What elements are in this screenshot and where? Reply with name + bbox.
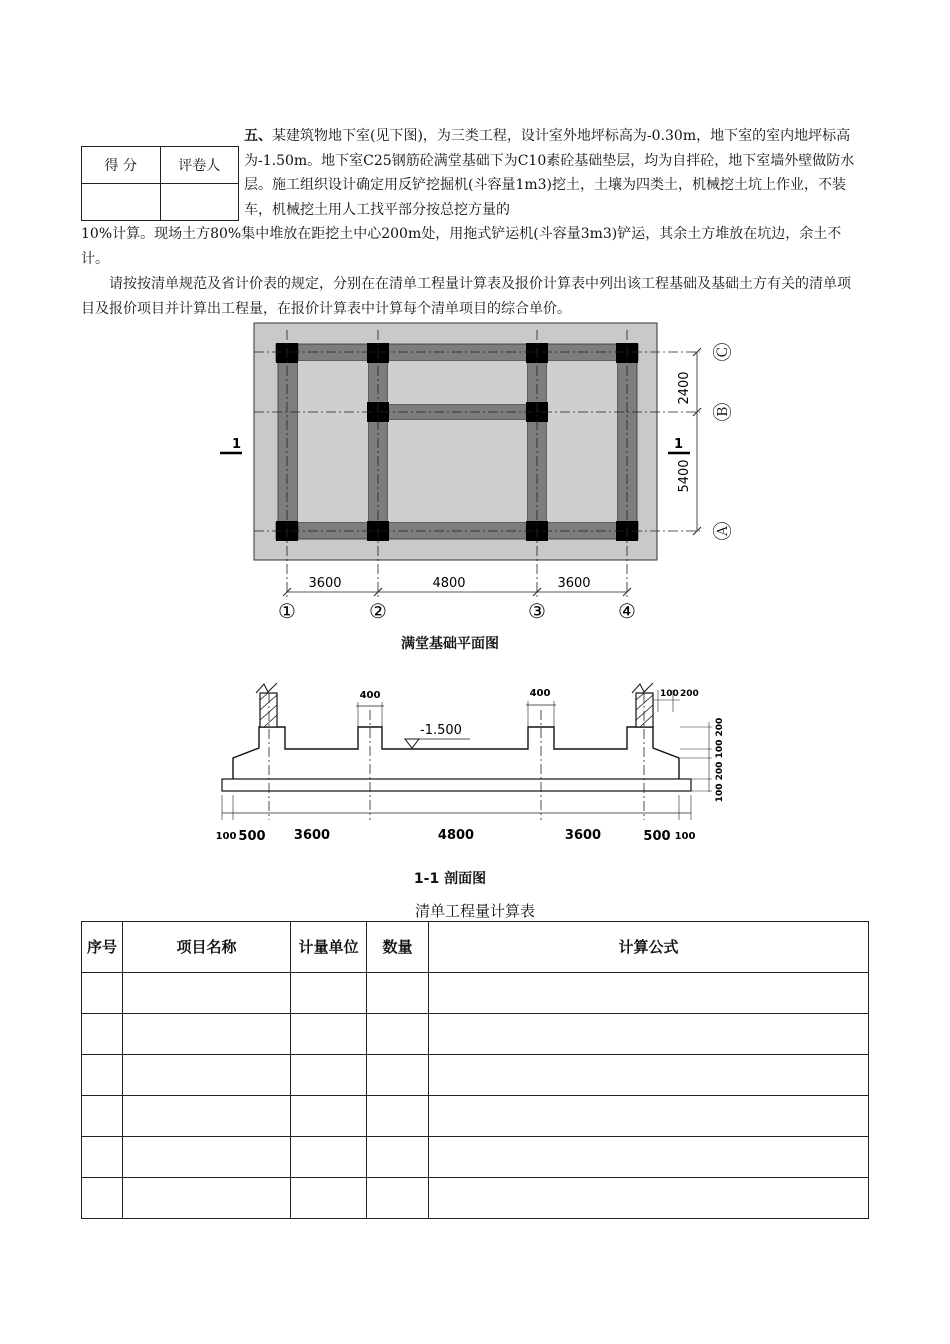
reviewer-label: 评卷人: [160, 147, 239, 184]
bottom-dim-2: 500: [238, 829, 266, 844]
bottom-dim-6: 500: [643, 829, 671, 844]
plan-span-2-3: 4800: [432, 576, 466, 591]
table-header-row: [82, 922, 869, 973]
bedding-layer: [222, 779, 691, 791]
cell-unit[interactable]: [291, 1055, 367, 1096]
axis-letter-a: Ⓐ: [712, 521, 734, 541]
cell-item-name[interactable]: [123, 1178, 291, 1219]
cell-unit[interactable]: [291, 1014, 367, 1055]
cell-item-name[interactable]: [123, 1014, 291, 1055]
bottom-dim-1: 100: [215, 831, 237, 842]
axis-number-4: ④: [618, 599, 636, 623]
cell-item-name[interactable]: [123, 973, 291, 1014]
top-dim-200: 200: [680, 689, 699, 699]
header-unit: 计量单位: [291, 922, 367, 973]
right-column-width: 400: [529, 688, 551, 699]
axis-number-3: ③: [528, 599, 546, 623]
cell-unit[interactable]: [291, 1137, 367, 1178]
axis-letter-c: Ⓒ: [712, 342, 734, 362]
plan-span-a-b: 5400: [677, 459, 692, 493]
cell-quantity[interactable]: [367, 1014, 429, 1055]
cell-index[interactable]: [82, 1014, 123, 1055]
cell-item-name[interactable]: [123, 1055, 291, 1096]
cell-item-name[interactable]: [123, 1096, 291, 1137]
cell-index[interactable]: [82, 1055, 123, 1096]
question-text-line2: 10%计算。现场土方80%集中堆放在距挖土中心200m处，用拖式铲运机(斗容量3m3)铲运，其余土方堆放在坑边，余土不计。: [81, 226, 842, 267]
axis-letter-b: Ⓑ: [712, 402, 734, 422]
bottom-dim-7: 100: [674, 831, 696, 842]
cell-index[interactable]: [82, 973, 123, 1014]
top-dim-100: 100: [660, 689, 679, 699]
cell-item-name[interactable]: [123, 1137, 291, 1178]
section-caption: 1-1 剖面图: [413, 871, 487, 887]
axis-number-1: ①: [278, 599, 296, 623]
plan-caption: 满堂基础平面图: [401, 636, 499, 652]
table-row: [82, 1137, 869, 1178]
right-vertical-dims: 100 200 100 200: [715, 717, 725, 803]
header-index: 序号: [82, 922, 123, 973]
header-item-name: 项目名称: [123, 922, 291, 973]
axis-number-2: ②: [369, 599, 387, 623]
cell-index[interactable]: [82, 1178, 123, 1219]
cell-formula[interactable]: [429, 1137, 869, 1178]
cell-unit[interactable]: [291, 973, 367, 1014]
header-quantity: 数量: [367, 922, 429, 973]
table-row: [82, 1014, 869, 1055]
cell-formula[interactable]: [429, 1096, 869, 1137]
question-instruction: 请按按清单规范及省计价表的规定，分别在在清单工程量计算表及报价计算表中列出该工程基础及基础土方有关的清单项目及报价项目并计算出工程量，在报价计算表中计算每个清单项目的综合单价。: [81, 276, 851, 317]
plan-span-b-c: 2400: [677, 371, 692, 405]
cell-unit[interactable]: [291, 1096, 367, 1137]
plan-span-1-2: 3600: [308, 576, 342, 591]
elevation-marker: [405, 739, 419, 748]
bottom-dim-5: 3600: [564, 828, 602, 843]
cell-quantity[interactable]: [367, 1178, 429, 1219]
table-row: [82, 1178, 869, 1219]
table-row: [82, 1055, 869, 1096]
cell-quantity[interactable]: [367, 1055, 429, 1096]
bottom-dim-4: 4800: [437, 828, 475, 843]
left-column-width: 400: [359, 690, 381, 701]
cell-formula[interactable]: [429, 1178, 869, 1219]
table-title: 清单工程量计算表: [414, 902, 535, 920]
section-mark-left: 1: [232, 437, 242, 452]
question-number: 五、: [244, 128, 272, 144]
cell-quantity[interactable]: [367, 1096, 429, 1137]
cell-formula[interactable]: [429, 1055, 869, 1096]
cell-formula[interactable]: [429, 1014, 869, 1055]
header-formula: 计算公式: [429, 922, 869, 973]
cell-index[interactable]: [82, 1137, 123, 1178]
quantity-calculation-table: [81, 921, 869, 1219]
cell-quantity[interactable]: [367, 1137, 429, 1178]
bottom-dim-3: 3600: [293, 828, 331, 843]
score-label: 得 分: [82, 147, 161, 184]
elevation-label: -1.500: [420, 723, 462, 738]
table-row: [82, 973, 869, 1014]
cell-quantity[interactable]: [367, 973, 429, 1014]
table-row: [82, 1096, 869, 1137]
cell-unit[interactable]: [291, 1178, 367, 1219]
plan-span-3-4: 3600: [557, 576, 591, 591]
question-body-1: 某建筑物地下室(见下图)，为三类工程，设计室外地坪标高为-0.30m，地下室的室内地坪标高为-1.50m。地下室C25钢筋砼满堂基础下为C10素砼基础垫层，均为自拌砼，地下室墙外壁做防水层。施工组织设计确定用反铲挖掘机(斗容量1m3)挖土，土壤为四类土，机械挖土坑上作业，不装车，机械挖土用人工找平部分按总挖方量的: [244, 128, 855, 218]
section-mark-right: 1: [674, 437, 684, 452]
cell-formula[interactable]: [429, 973, 869, 1014]
cell-index[interactable]: [82, 1096, 123, 1137]
